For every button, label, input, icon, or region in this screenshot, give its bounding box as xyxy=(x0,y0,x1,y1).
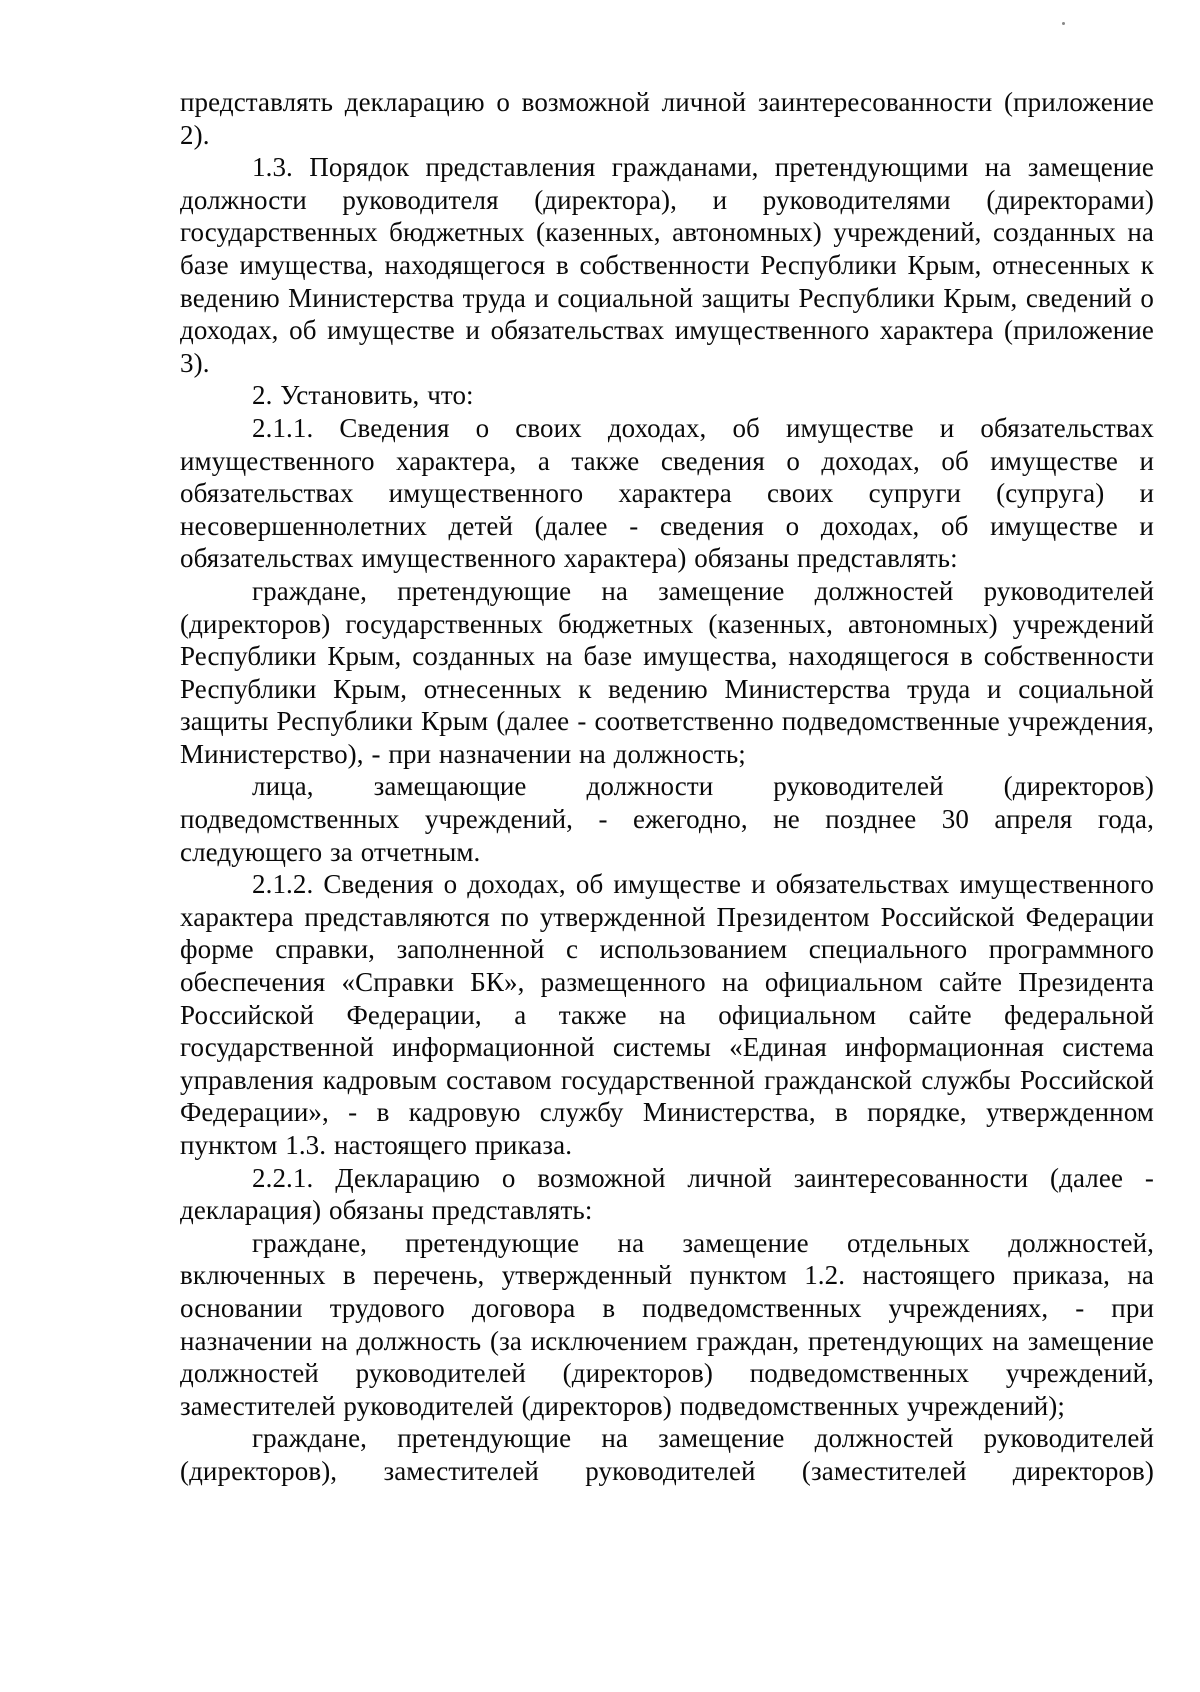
paragraph-2-1-1: 2.1.1. Сведения о своих доходах, об имуществе и обязательствах имущественного характера, а также сведения о доходах, об имуществе и обязательствах имущественного характера своих супруги (супруга) и несовершеннолетних детей (далее - сведения о доходах, об имуществе и обязательствах имущественного характера) обязаны представлять: xyxy=(180,412,1154,574)
paragraph-2-2-1: 2.2.1. Декларацию о возможной личной заинтересованности (далее - декларация) обязаны представлять: xyxy=(180,1162,1154,1226)
document-page xyxy=(180,86,1154,1488)
paragraph-citizens-separate-positions: граждане, претендующие на замещение отдельных должностей, включенных в перечень, утвержденный пунктом 1.2. настоящего приказа, на основании трудового договора в подведомственных учреждениях, - при назначении на должность (за исключением граждан, претендующих на замещение должностей руководителей (директоров) подведомственных учреждений, заместителей руководителей (директоров) подведомственных учреждений); xyxy=(180,1227,1154,1421)
scan-speck xyxy=(1062,22,1065,25)
paragraph-2-1-2: 2.1.2. Сведения о доходах, об имуществе и обязательствах имущественного характера представляются по утвержденной Президентом Российской Федерации форме справки, заполненной с использованием специального программного обеспечения «Справки БК», размещенного на официальном сайте Президента Российской Федерации, а также на официальном сайте федеральной государственной информационной системы «Единая информационная система управления кадровым составом государственной гражданской службы Российской Федерации», - в кадровую службу Министерства, в порядке, утвержденном пунктом 1.3. настоящего приказа. xyxy=(180,869,1154,1160)
paragraph-continuation: представлять декларацию о возможной личной заинтересованности (приложение 2). xyxy=(180,87,1154,150)
paragraph-citizens-heads: граждане, претендующие на замещение должностей руководителей (директоров), заместителей руководителей (заместителей директоров) xyxy=(180,1423,1154,1486)
paragraph-1-3: 1.3. Порядок представления гражданами, претендующими на замещение должности руководителя (директора), и руководителями (директорами) государственных бюджетных (казенных, автономных) учреждений, созданных на базе имущества, находящегося в собственности Республики Крым, отнесенных к ведению Министерства труда и социальной защиты Республики Крым, сведений о доходах, об имуществе и обязательствах имущественного характера (приложение 3). xyxy=(180,152,1154,378)
paragraph-persons-holding: лица, замещающие должности руководителей (директоров) подведомственных учреждений, - ежегодно, не позднее 30 апреля года, следующего за отчетным. xyxy=(180,771,1154,867)
paragraph-2: 2. Установить, что: xyxy=(252,380,474,411)
paragraph-citizens-applying: граждане, претендующие на замещение должностей руководителей (директоров) государственных бюджетных (казенных, автономных) учреждений Республики Крым, созданных на базе имущества, находящегося в собственности Республики Крым, отнесенных к ведению Министерства труда и социальной защиты Республики Крым (далее - соответственно подведомственные учреждения, Министерство), - при назначении на должность; xyxy=(180,575,1154,769)
